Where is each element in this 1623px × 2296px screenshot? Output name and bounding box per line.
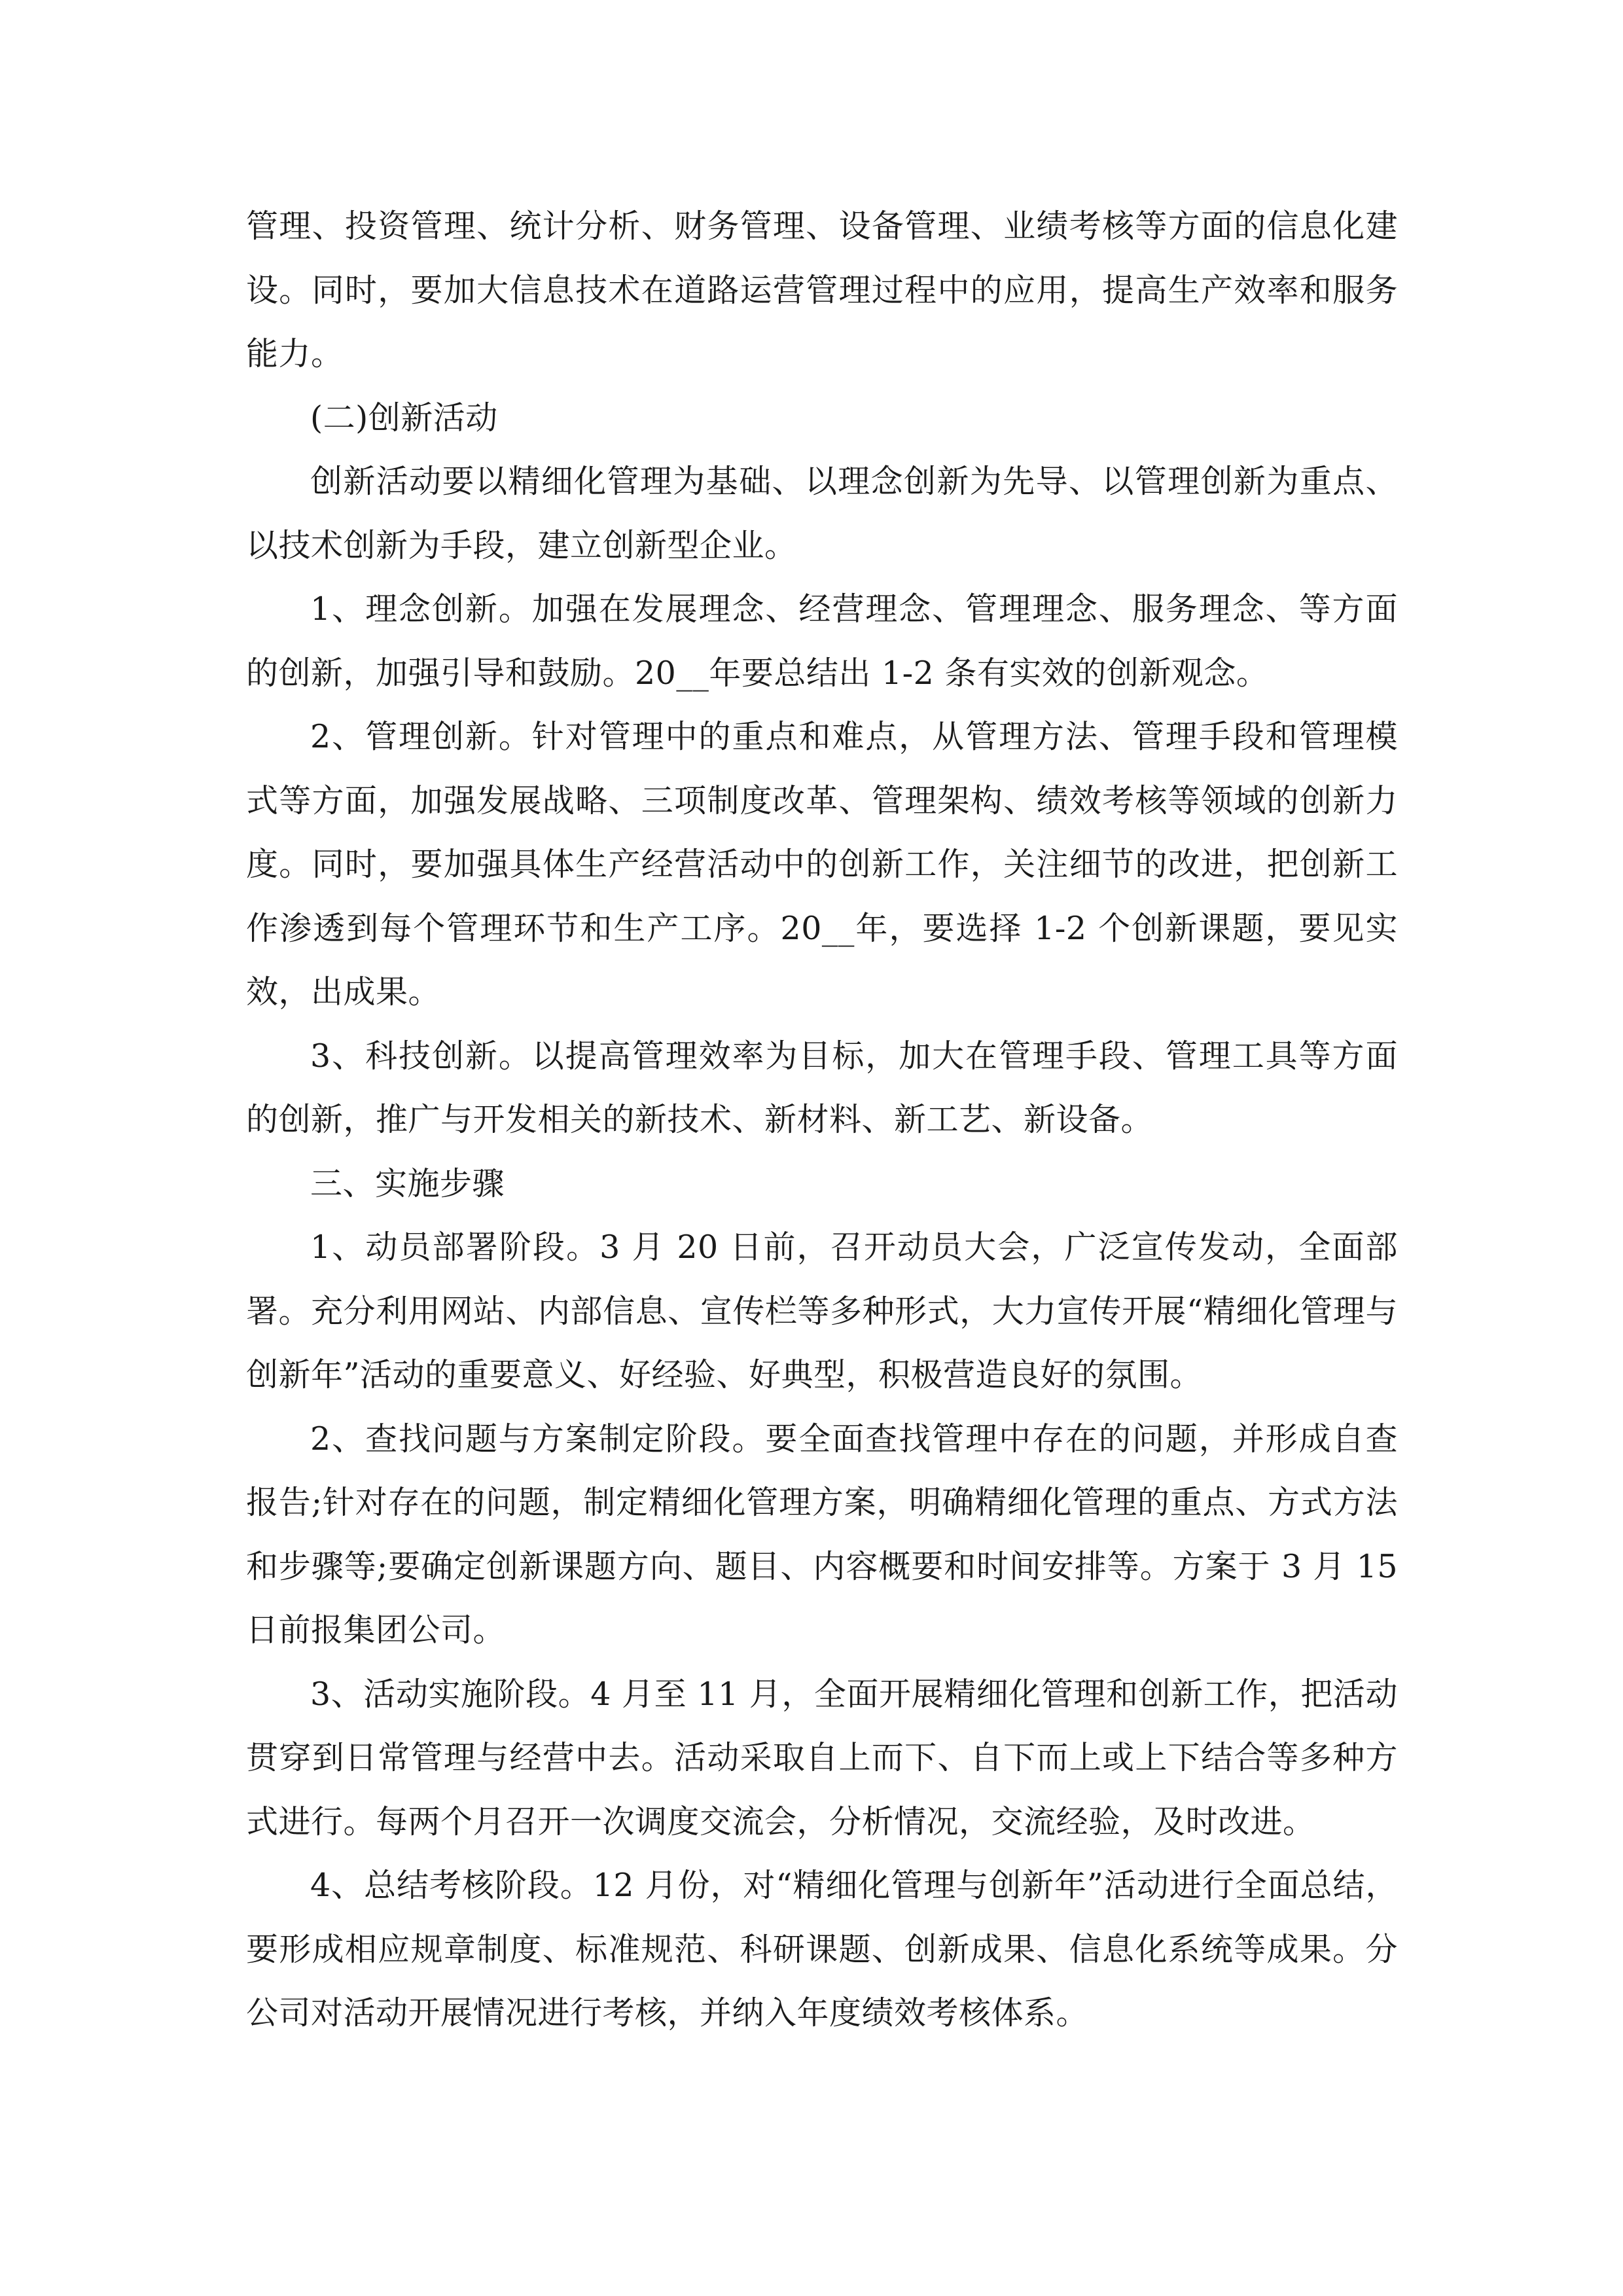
paragraph-concept-innovation: 1、理念创新。加强在发展理念、经营理念、管理理念、服务理念、等方面的创新，加强引导和鼓励。20__年要总结出 1-2 条有实效的创新观念。: [246, 590, 1398, 692]
section-heading-innovation-activities: (二)创新活动: [310, 399, 498, 437]
paragraph-implementation-stage: 3、活动实施阶段。4 月至 11 月，全面开展精细化管理和创新工作，把活动贯穿到日常管理与经营中去。活动采取自上而下、自下而上或上下结合等多种方式进行。每两个月召开一次调度交流会，分析情况，交流经验，及时改进。: [246, 1675, 1398, 1840]
paragraph-problem-finding-stage: 2、查找问题与方案制定阶段。要全面查找管理中存在的问题，并形成自查报告;针对存在的问题，制定精细化管理方案，明确精细化管理的重点、方式方法和步骤等;要确定创新课题方向、题目、内容概要和时间安排等。方案于 3 月 15 日前报集团公司。: [246, 1420, 1398, 1649]
paragraph-summary-assessment-stage: 4、总结考核阶段。12 月份，对“精细化管理与创新年”活动进行全面总结，要形成相应规章制度、标准规范、科研课题、创新成果、信息化系统等成果。分公司对活动开展情况进行考核，并纳入年度绩效考核体系。: [246, 1867, 1398, 2032]
paragraph-mobilization-stage: 1、动员部署阶段。3 月 20 日前，召开动员大会，广泛宣传发动，全面部署。充分利用网站、内部信息、宣传栏等多种形式，大力宣传开展“精细化管理与创新年”活动的重要意义、好经验、好典型，积极营造良好的氛围。: [246, 1229, 1398, 1393]
paragraph-continuation: 管理、投资管理、统计分析、财务管理、设备管理、业绩考核等方面的信息化建设。同时，要加大信息技术在道路运营管理过程中的应用，提高生产效率和服务能力。: [246, 207, 1398, 372]
paragraph-technology-innovation: 3、科技创新。以提高管理效率为目标，加大在管理手段、管理工具等方面的创新，推广与开发相关的新技术、新材料、新工艺、新设备。: [246, 1037, 1398, 1138]
document-body: [246, 194, 1398, 2045]
section-heading-implementation-steps: 三、实施步骤: [310, 1164, 505, 1202]
paragraph-management-innovation: 2、管理创新。针对管理中的重点和难点，从管理方法、管理手段和管理模式等方面，加强发展战略、三项制度改革、管理架构、绩效考核等领域的创新力度。同时，要加强具体生产经营活动中的创新工作，关注细节的改进，把创新工作渗透到每个管理环节和生产工序。20__年，要选择 1-2 个创新课题，要见实效，出成果。: [246, 718, 1398, 1011]
paragraph-innovation-overview: 创新活动要以精细化管理为基础、以理念创新为先导、以管理创新为重点、以技术创新为手段，建立创新型企业。: [246, 463, 1398, 564]
